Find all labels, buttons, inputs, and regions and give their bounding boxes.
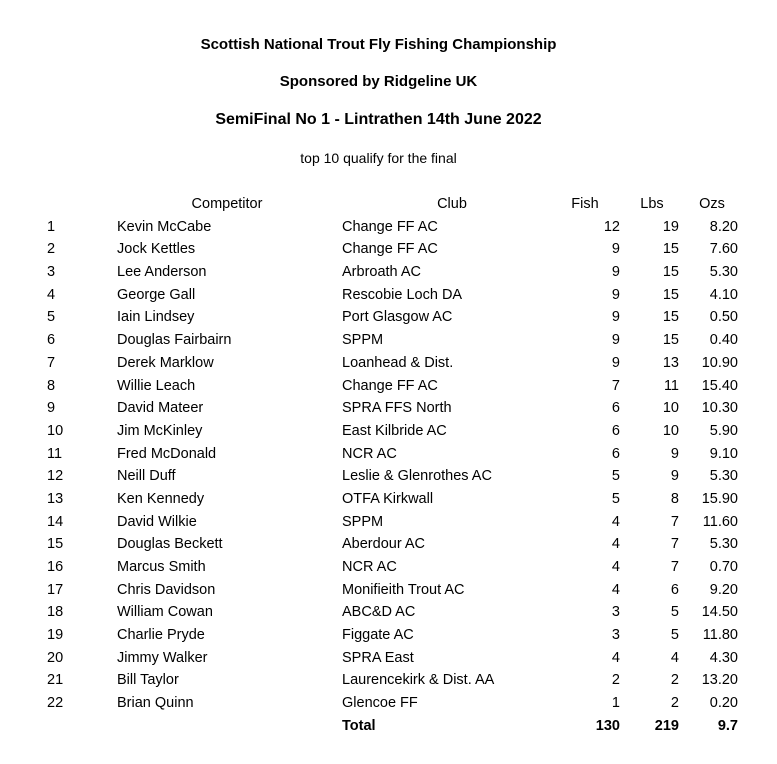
club-cell: Leslie & Glenrothes AC xyxy=(342,468,492,485)
table-row xyxy=(0,420,777,443)
position-cell: 9 xyxy=(47,400,56,417)
competitor-name-cell: Derek Marklow xyxy=(117,354,214,371)
position-cell: 21 xyxy=(47,672,64,689)
ozs-cell: 4.30 xyxy=(709,649,738,666)
lbs-column-header: Lbs xyxy=(640,196,664,212)
total-ozs: 9.7 xyxy=(717,717,738,734)
competitor-name-cell: Iain Lindsey xyxy=(117,309,195,326)
lbs-cell: 15 xyxy=(662,332,679,349)
competitor-name-cell: Bill Taylor xyxy=(117,672,179,689)
club-cell: Loanhead & Dist. xyxy=(342,354,454,371)
fish-count-cell: 4 xyxy=(611,581,620,598)
ozs-column-header: Ozs xyxy=(699,196,725,212)
table-row xyxy=(0,488,777,511)
lbs-cell: 15 xyxy=(662,241,679,258)
position-cell: 12 xyxy=(47,468,64,485)
table-row xyxy=(0,556,777,579)
table-row xyxy=(0,216,777,239)
club-column-header: Club xyxy=(437,196,467,212)
ozs-cell: 8.20 xyxy=(709,218,738,235)
fish-count-cell: 4 xyxy=(611,536,620,553)
position-cell: 11 xyxy=(47,445,63,462)
table-row xyxy=(0,352,777,375)
lbs-cell: 8 xyxy=(670,490,679,507)
lbs-cell: 13 xyxy=(662,354,679,371)
fish-count-cell: 9 xyxy=(611,286,620,303)
fish-count-cell: 4 xyxy=(611,513,620,530)
page-title: Scottish National Trout Fly Fishing Championship xyxy=(200,36,557,53)
table-row xyxy=(0,329,777,352)
lbs-cell: 2 xyxy=(670,695,679,712)
club-cell: SPRA FFS North xyxy=(342,400,452,417)
club-cell: East Kilbride AC xyxy=(342,422,447,439)
position-cell: 10 xyxy=(47,422,64,439)
total-label: Total xyxy=(342,717,376,734)
position-cell: 20 xyxy=(47,649,64,666)
table-row xyxy=(0,624,777,647)
competitor-name-cell: Jock Kettles xyxy=(117,241,196,258)
lbs-cell: 5 xyxy=(670,627,679,644)
fish-count-cell: 9 xyxy=(611,309,620,326)
ozs-cell: 0.50 xyxy=(709,309,738,326)
fish-count-cell: 5 xyxy=(611,490,620,507)
fish-count-cell: 12 xyxy=(603,218,620,235)
position-cell: 15 xyxy=(47,536,64,553)
total-fish: 130 xyxy=(595,717,620,734)
ozs-cell: 0.20 xyxy=(709,695,738,712)
lbs-cell: 19 xyxy=(662,218,679,235)
club-cell: Change FF AC xyxy=(342,218,438,235)
position-cell: 3 xyxy=(47,264,56,281)
competitor-name-cell: Jim McKinley xyxy=(117,422,203,439)
position-cell: 8 xyxy=(47,377,56,394)
qualification-note: top 10 qualify for the final xyxy=(300,150,457,166)
table-header-row xyxy=(0,193,777,216)
total-lbs: 219 xyxy=(654,717,679,734)
table-row xyxy=(0,465,777,488)
fish-count-cell: 9 xyxy=(611,241,620,258)
competitor-name-cell: Neill Duff xyxy=(117,468,176,485)
lbs-cell: 7 xyxy=(670,559,679,575)
table-row xyxy=(0,511,777,534)
ozs-cell: 11.60 xyxy=(702,513,738,530)
fish-count-cell: 6 xyxy=(611,445,620,462)
event-heading: SemiFinal No 1 - Lintrathen 14th June 2022 xyxy=(215,111,542,128)
club-cell: Change FF AC xyxy=(342,377,438,394)
competitor-name-cell: William Cowan xyxy=(117,604,213,621)
ozs-cell: 5.30 xyxy=(709,264,738,281)
position-cell: 7 xyxy=(47,354,56,371)
lbs-cell: 11 xyxy=(663,377,679,394)
table-row xyxy=(0,647,777,670)
ozs-cell: 13.20 xyxy=(701,672,738,689)
fish-count-cell: 6 xyxy=(611,400,620,417)
ozs-cell: 10.90 xyxy=(701,354,738,371)
ozs-cell: 15.40 xyxy=(701,377,738,394)
position-cell: 17 xyxy=(47,581,64,598)
ozs-cell: 14.50 xyxy=(701,604,738,621)
fish-count-cell: 1 xyxy=(611,695,620,712)
club-cell: SPRA East xyxy=(342,649,414,666)
competitor-name-cell: Chris Davidson xyxy=(117,581,216,598)
ozs-cell: 9.20 xyxy=(709,581,738,598)
position-cell: 1 xyxy=(47,218,56,235)
competitor-name-cell: George Gall xyxy=(117,286,196,303)
competitor-name-cell: David Wilkie xyxy=(117,513,197,530)
club-cell: NCR AC xyxy=(342,445,397,462)
ozs-cell: 0.40 xyxy=(709,332,738,349)
lbs-cell: 9 xyxy=(670,468,679,485)
lbs-cell: 6 xyxy=(670,581,679,598)
ozs-cell: 11.80 xyxy=(702,627,738,644)
table-row xyxy=(0,261,777,284)
lbs-cell: 4 xyxy=(670,649,679,666)
club-cell: Aberdour AC xyxy=(342,536,426,553)
fish-count-cell: 9 xyxy=(611,264,620,281)
club-cell: NCR AC xyxy=(342,559,397,575)
club-cell: SPPM xyxy=(342,513,384,530)
competitor-name-cell: Ken Kennedy xyxy=(117,490,205,507)
results-rows xyxy=(0,216,777,715)
fish-count-cell: 4 xyxy=(611,559,620,575)
competitor-name-cell: David Mateer xyxy=(117,400,204,417)
sponsor-line: Sponsored by Ridgeline UK xyxy=(279,73,478,90)
competitor-name-cell: Kevin McCabe xyxy=(117,218,212,235)
table-row xyxy=(0,692,777,715)
fish-count-cell: 2 xyxy=(611,672,620,689)
competitor-name-cell: Fred McDonald xyxy=(117,445,217,462)
table-row xyxy=(0,284,777,307)
club-cell: Rescobie Loch DA xyxy=(342,286,463,303)
club-cell: Laurencekirk & Dist. AA xyxy=(342,672,495,689)
lbs-cell: 2 xyxy=(670,672,679,689)
fish-count-cell: 3 xyxy=(611,627,620,644)
club-cell: OTFA Kirkwall xyxy=(342,490,434,507)
results-table xyxy=(0,193,777,738)
lbs-cell: 10 xyxy=(662,422,679,439)
table-row xyxy=(0,601,777,624)
club-cell: Monifieith Trout AC xyxy=(342,581,465,598)
position-cell: 14 xyxy=(47,513,64,530)
fish-count-cell: 9 xyxy=(611,354,620,371)
fish-count-cell: 3 xyxy=(611,604,620,621)
lbs-cell: 5 xyxy=(670,604,679,621)
fish-count-cell: 4 xyxy=(611,649,620,666)
lbs-cell: 7 xyxy=(670,513,679,530)
lbs-cell: 9 xyxy=(670,445,679,462)
table-row xyxy=(0,669,777,692)
club-cell: ABC&D AC xyxy=(342,604,416,621)
competitor-name-cell: Marcus Smith xyxy=(117,559,206,575)
competitor-name-cell: Douglas Fairbairn xyxy=(117,332,232,349)
table-row xyxy=(0,579,777,602)
table-row xyxy=(0,375,777,398)
competitor-name-cell: Charlie Pryde xyxy=(117,627,205,644)
position-cell: 4 xyxy=(47,286,56,303)
table-row xyxy=(0,397,777,420)
position-cell: 18 xyxy=(47,604,64,621)
competitor-name-cell: Willie Leach xyxy=(117,377,196,394)
table-row xyxy=(0,533,777,556)
fish-count-cell: 6 xyxy=(611,422,620,439)
position-cell: 22 xyxy=(47,695,64,712)
total-row xyxy=(0,715,777,738)
ozs-cell: 5.90 xyxy=(709,422,738,439)
competitor-column-header: Competitor xyxy=(191,196,263,212)
ozs-cell: 5.30 xyxy=(709,536,738,553)
position-cell: 13 xyxy=(47,490,64,507)
competitor-name-cell: Jimmy Walker xyxy=(117,649,208,666)
position-cell: 2 xyxy=(47,241,56,258)
club-cell: Arbroath AC xyxy=(342,264,421,281)
club-cell: SPPM xyxy=(342,332,384,349)
lbs-cell: 10 xyxy=(662,400,679,417)
ozs-cell: 5.30 xyxy=(709,468,738,485)
ozs-cell: 4.10 xyxy=(709,286,738,303)
lbs-cell: 15 xyxy=(662,309,679,326)
competitor-name-cell: Lee Anderson xyxy=(117,264,207,281)
club-cell: Figgate AC xyxy=(342,627,414,644)
position-cell: 6 xyxy=(47,332,56,349)
club-cell: Change FF AC xyxy=(342,241,438,258)
competitor-name-cell: Douglas Beckett xyxy=(117,536,223,553)
table-row xyxy=(0,238,777,261)
lbs-cell: 7 xyxy=(670,536,679,553)
competitor-name-cell: Brian Quinn xyxy=(117,695,194,712)
ozs-cell: 7.60 xyxy=(709,241,738,258)
fish-count-cell: 9 xyxy=(611,332,620,349)
ozs-cell: 15.90 xyxy=(701,490,738,507)
table-row xyxy=(0,443,777,466)
table-row xyxy=(0,306,777,329)
fish-count-cell: 7 xyxy=(611,377,620,394)
position-cell: 16 xyxy=(47,559,64,575)
ozs-cell: 9.10 xyxy=(709,445,738,462)
position-cell: 5 xyxy=(47,309,56,326)
club-cell: Port Glasgow AC xyxy=(342,309,453,326)
ozs-cell: 10.30 xyxy=(701,400,738,417)
lbs-cell: 15 xyxy=(662,264,679,281)
fish-column-header: Fish xyxy=(571,196,599,212)
lbs-cell: 15 xyxy=(662,286,679,303)
ozs-cell: 0.70 xyxy=(709,559,738,575)
position-cell: 19 xyxy=(47,627,64,644)
club-cell: Glencoe FF xyxy=(342,695,418,712)
fish-count-cell: 5 xyxy=(611,468,620,485)
